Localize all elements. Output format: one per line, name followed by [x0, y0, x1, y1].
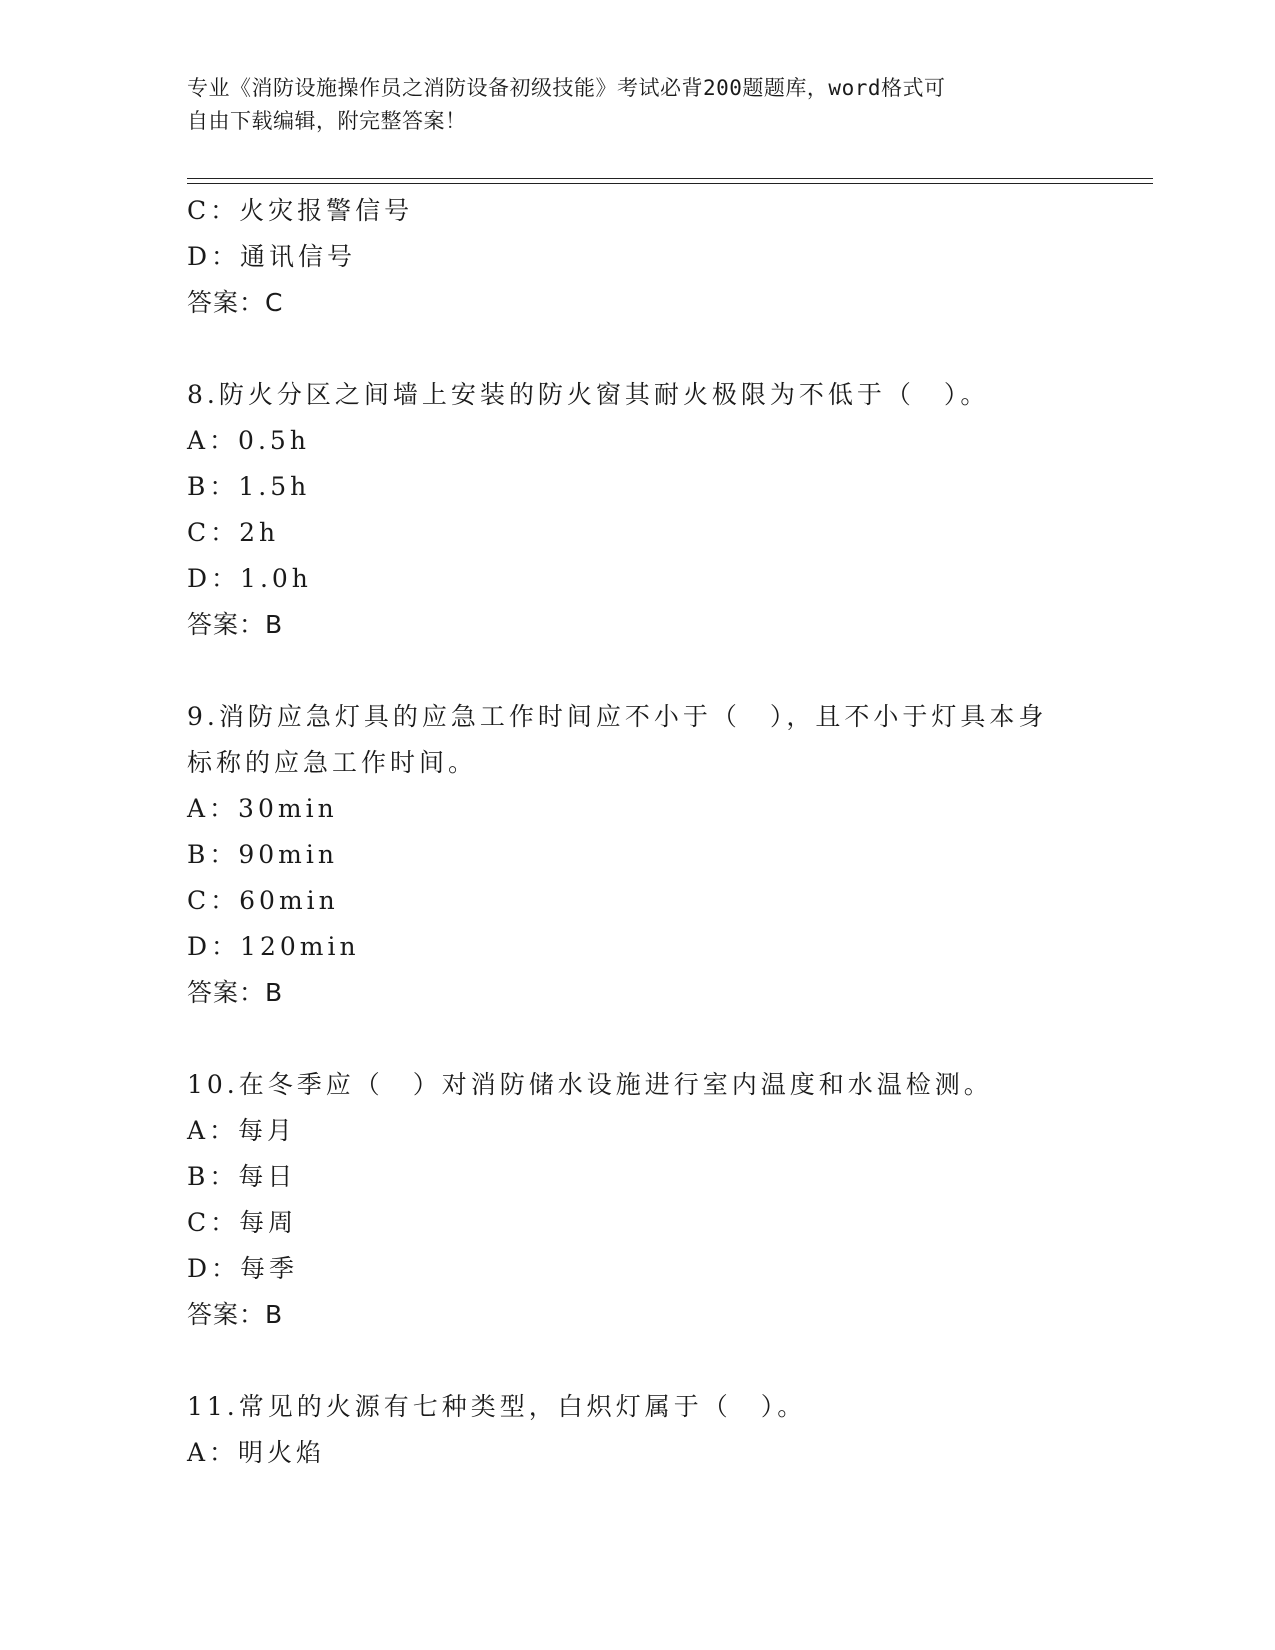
answer-line: 答案：C — [187, 288, 284, 317]
question-10 — [187, 1062, 1087, 1338]
question-8 — [187, 372, 1087, 648]
answer-line: 答案：B — [187, 978, 284, 1007]
option-d: D：1.0h — [187, 564, 312, 593]
carryover-question — [187, 188, 1087, 326]
option-c: C：2h — [187, 518, 280, 547]
answer-line: 答案：B — [187, 610, 284, 639]
question-stem: 9.消防应急灯具的应急工作时间应不小于（ ），且不小于灯具本身 — [187, 702, 1048, 731]
option-a: A：0.5h — [187, 426, 310, 455]
header-divider-bottom — [187, 183, 1153, 184]
question-stem-continued: 标称的应急工作时间。 — [187, 748, 478, 777]
answer-line: 答案：B — [187, 1300, 284, 1329]
spacer — [187, 648, 1087, 694]
option-b: B：1.5h — [187, 472, 311, 501]
option-d: D：每季 — [187, 1254, 299, 1283]
option-c: C：火灾报警信号 — [187, 196, 414, 225]
option-d: D：通讯信号 — [187, 242, 357, 271]
option-b: B：90min — [187, 840, 338, 869]
option-b: B：每日 — [187, 1162, 297, 1191]
option-d: D：120min — [187, 932, 360, 961]
question-stem: 10.在冬季应（ ）对消防储水设施进行室内温度和水温检测。 — [187, 1070, 993, 1099]
option-a: A：明火焰 — [187, 1438, 326, 1467]
question-list — [187, 188, 1087, 1476]
option-a: A：每月 — [187, 1116, 297, 1145]
question-stem: 11.常见的火源有七种类型，白炽灯属于（ ）。 — [187, 1392, 807, 1421]
option-c: C：每周 — [187, 1208, 298, 1237]
option-a: A：30min — [187, 794, 338, 823]
spacer — [187, 1016, 1087, 1062]
header-title-line-1: 专业《消防设施操作员之消防设备初级技能》考试必背200题题库，word格式可 — [187, 76, 946, 100]
question-9 — [187, 694, 1087, 1016]
option-c: C：60min — [187, 886, 339, 915]
header-divider-top — [187, 178, 1153, 179]
question-stem: 8.防火分区之间墙上安装的防火窗其耐火极限为不低于（ ）。 — [187, 380, 990, 409]
question-11 — [187, 1384, 1087, 1476]
spacer — [187, 326, 1087, 372]
document-header — [187, 72, 1087, 138]
spacer — [187, 1338, 1087, 1384]
header-title-line-2: 自由下载编辑，附完整答案！ — [187, 109, 467, 133]
